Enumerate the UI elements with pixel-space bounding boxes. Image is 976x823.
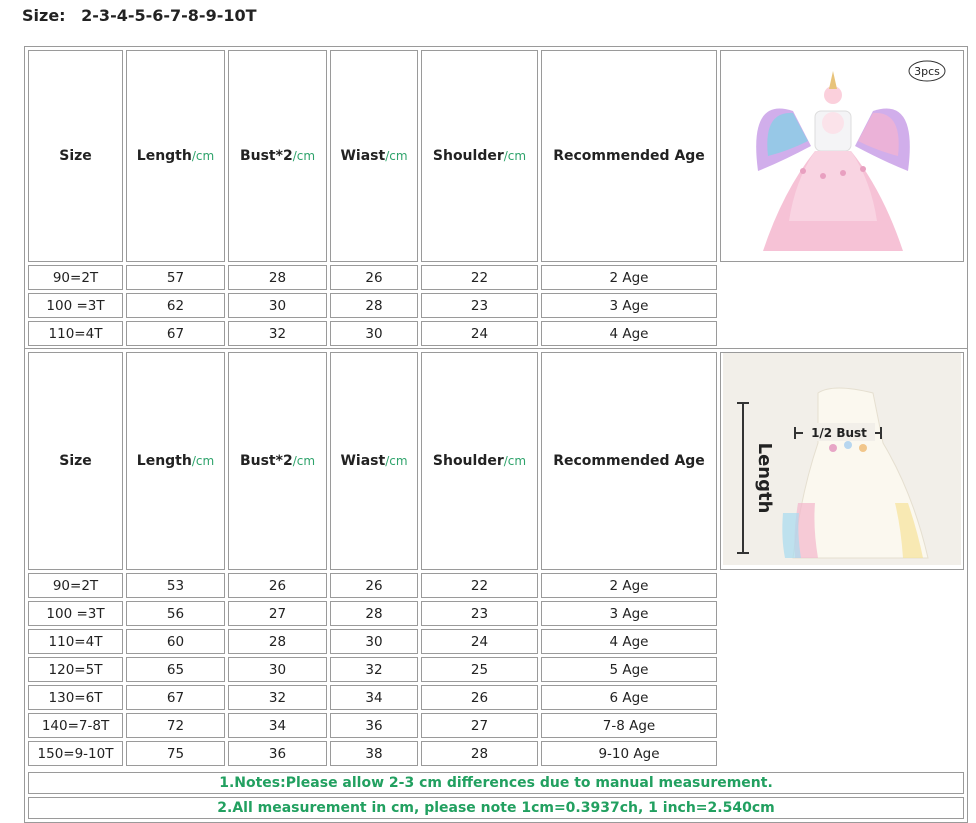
cell-shoulder: 24: [421, 629, 538, 654]
cell-shoulder: 27: [421, 713, 538, 738]
cell-length: 67: [126, 321, 225, 346]
cell-shoulder: 23: [421, 293, 538, 318]
header-waist: Wiast/cm: [330, 50, 418, 262]
header-row: [28, 352, 964, 570]
length-annotation: Length: [754, 442, 775, 514]
measurement-illustration: [723, 353, 961, 565]
cell-waist: 38: [330, 741, 418, 766]
cell-age: 2 Age: [541, 573, 717, 598]
note-1: 1.Notes:Please allow 2-3 cm differences due to manual measurement.: [28, 772, 964, 794]
cell-waist: 28: [330, 293, 418, 318]
cell-length: 65: [126, 657, 225, 682]
cell-age: 7-8 Age: [541, 713, 717, 738]
size-chart-2: [24, 348, 968, 823]
header-bust: Bust*2/cm: [228, 352, 327, 570]
cell-bust: 26: [228, 573, 327, 598]
header-length: Length/cm: [126, 352, 225, 570]
cell-length: 57: [126, 265, 225, 290]
table-row: [28, 293, 964, 318]
table-row: [28, 601, 964, 626]
table-row: [28, 713, 964, 738]
cell-size: 90=2T: [28, 573, 123, 598]
cell-length: 56: [126, 601, 225, 626]
cell-shoulder: 28: [421, 741, 538, 766]
table-row: [28, 573, 964, 598]
header-size: Size: [28, 50, 123, 262]
cell-waist: 30: [330, 629, 418, 654]
cell-age: 4 Age: [541, 321, 717, 346]
cell-bust: 28: [228, 265, 327, 290]
cell-length: 75: [126, 741, 225, 766]
cell-waist: 32: [330, 657, 418, 682]
cell-bust: 36: [228, 741, 327, 766]
cell-age: 5 Age: [541, 657, 717, 682]
header-age: Recommended Age: [541, 50, 717, 262]
table-row: [28, 741, 964, 766]
size-label: Size:: [22, 6, 66, 25]
table-row: [28, 657, 964, 682]
cell-bust: 32: [228, 685, 327, 710]
measure-dress-image: [720, 352, 964, 570]
table-row: [28, 629, 964, 654]
cell-waist: 26: [330, 265, 418, 290]
cell-bust: 34: [228, 713, 327, 738]
table-row: [28, 685, 964, 710]
cell-age: 3 Age: [541, 293, 717, 318]
header-length: Length/cm: [126, 50, 225, 262]
note-2: 2.All measurement in cm, please note 1cm=0.3937ch, 1 inch=2.540cm: [28, 797, 964, 819]
cell-bust: 27: [228, 601, 327, 626]
header-age: Recommended Age: [541, 352, 717, 570]
cell-length: 62: [126, 293, 225, 318]
cell-waist: 30: [330, 321, 418, 346]
cell-waist: 34: [330, 685, 418, 710]
cell-size: 100 =3T: [28, 601, 123, 626]
cell-bust: 32: [228, 321, 327, 346]
cell-bust: 30: [228, 293, 327, 318]
cell-size: 130=6T: [28, 685, 123, 710]
cell-waist: 28: [330, 601, 418, 626]
cell-size: 150=9-10T: [28, 741, 123, 766]
unicorn-dress-image: [720, 50, 964, 262]
header-size: Size: [28, 352, 123, 570]
cell-size: 100 =3T: [28, 293, 123, 318]
cell-waist: 26: [330, 573, 418, 598]
cell-size: 110=4T: [28, 321, 123, 346]
cell-size: 140=7-8T: [28, 713, 123, 738]
cell-waist: 36: [330, 713, 418, 738]
cell-age: 4 Age: [541, 629, 717, 654]
cell-shoulder: 22: [421, 573, 538, 598]
header-waist: Wiast/cm: [330, 352, 418, 570]
table-row: [28, 321, 964, 346]
cell-age: 2 Age: [541, 265, 717, 290]
cell-age: 9-10 Age: [541, 741, 717, 766]
cell-length: 67: [126, 685, 225, 710]
cell-bust: 30: [228, 657, 327, 682]
header-shoulder: Shoulder/cm: [421, 50, 538, 262]
header-row: [28, 50, 964, 262]
dress-illustration: [723, 51, 961, 257]
cell-age: 6 Age: [541, 685, 717, 710]
cell-length: 60: [126, 629, 225, 654]
size-line: [22, 6, 257, 25]
cell-shoulder: 22: [421, 265, 538, 290]
table-row: [28, 265, 964, 290]
cell-length: 53: [126, 573, 225, 598]
cell-shoulder: 25: [421, 657, 538, 682]
cell-shoulder: 24: [421, 321, 538, 346]
cell-size: 120=5T: [28, 657, 123, 682]
header-shoulder: Shoulder/cm: [421, 352, 538, 570]
pieces-badge-text: 3pcs: [914, 65, 940, 78]
cell-size: 110=4T: [28, 629, 123, 654]
bust-annotation: 1/2 Bust: [811, 426, 867, 440]
cell-bust: 28: [228, 629, 327, 654]
header-bust: Bust*2/cm: [228, 50, 327, 262]
cell-shoulder: 23: [421, 601, 538, 626]
cell-length: 72: [126, 713, 225, 738]
size-range: 2-3-4-5-6-7-8-9-10T: [81, 6, 257, 25]
cell-age: 3 Age: [541, 601, 717, 626]
cell-size: 90=2T: [28, 265, 123, 290]
cell-shoulder: 26: [421, 685, 538, 710]
